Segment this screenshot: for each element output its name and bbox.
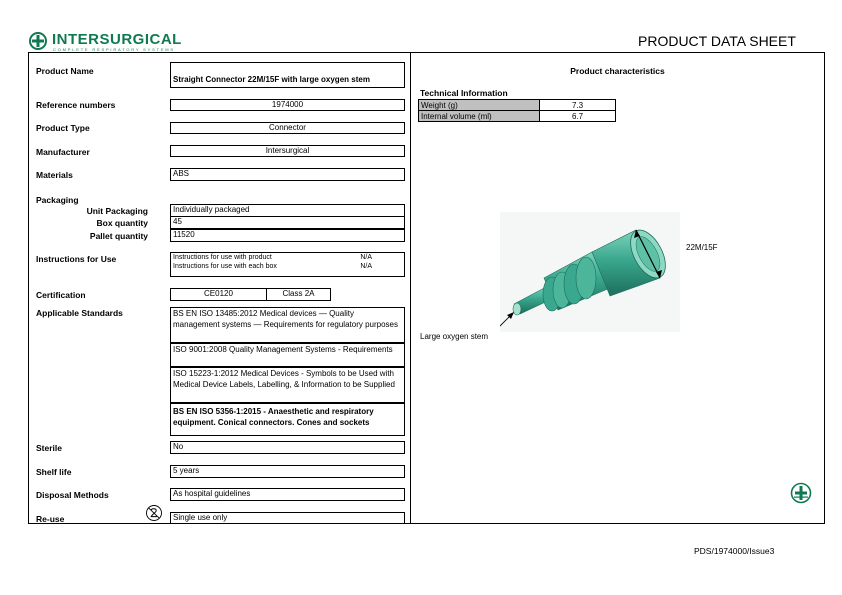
materials-field: ABS (170, 168, 405, 181)
product-name-value: Straight Connector 22M/15F with large oxygen stem (173, 75, 370, 84)
unit-packaging-field: Individually packaged (170, 204, 405, 217)
class-field: Class 2A (266, 288, 331, 301)
instructions-product-text: Instructions for use with product (173, 254, 272, 261)
connector-illustration (500, 212, 680, 332)
brand-name: INTERSURGICAL (52, 31, 182, 48)
instructions-box-value: N/A (360, 263, 372, 270)
document-reference: PDS/1974000/Issue3 (694, 546, 775, 556)
manufacturer-field: Intersurgical (170, 145, 405, 157)
size-annotation: 22M/15F (686, 243, 718, 252)
instructions-box-row (173, 263, 402, 270)
characteristics-title: Product characteristics (570, 66, 665, 76)
tech-value-cell: 6.7 (539, 110, 616, 122)
shelf-life-label: Shelf life (36, 467, 72, 477)
do-not-reuse-icon (145, 504, 163, 522)
disposal-label: Disposal Methods (36, 490, 109, 500)
manufacturer-label: Manufacturer (36, 147, 90, 157)
tech-name-cell: Weight (g) (418, 99, 540, 111)
disposal-field: As hospital guidelines (170, 488, 405, 501)
product-type-field: Connector (170, 122, 405, 134)
technical-info-title: Technical Information (420, 88, 508, 98)
reuse-label: Re-use (36, 514, 65, 524)
packaging-label: Packaging (36, 195, 79, 205)
standard-item: BS EN ISO 5356-1:2015 - Anaesthetic and respiratory equipment. Conical connectors. Cones and sockets (170, 403, 405, 436)
intersurgical-logo-icon (28, 32, 48, 50)
shelf-life-field: 5 years (170, 465, 405, 478)
sterile-field: No (170, 441, 405, 454)
instructions-product-row (173, 254, 402, 261)
reference-numbers-label: Reference numbers (36, 100, 116, 110)
standard-item: ISO 9001:2008 Quality Management Systems - Requirements (170, 343, 405, 367)
product-type-label: Product Type (36, 123, 90, 133)
tech-name-cell: Internal volume (ml) (418, 110, 540, 122)
brand-tagline: COMPLETE RESPIRATORY SYSTEMS (53, 47, 175, 52)
reuse-field: Single use only (170, 512, 405, 524)
stem-annotation: Large oxygen stem (420, 332, 489, 341)
sterile-label: Sterile (36, 443, 62, 453)
product-name-label: Product Name (36, 66, 94, 76)
tech-value-cell: 7.3 (539, 99, 616, 111)
box-quantity-field: 45 (170, 216, 405, 229)
product-name-field (170, 62, 405, 88)
box-quantity-label: Box quantity (96, 218, 148, 228)
instructions-label: Instructions for Use (36, 254, 117, 264)
certification-label: Certification (36, 290, 86, 300)
column-divider (410, 52, 411, 524)
unit-packaging-label: Unit Packaging (86, 206, 148, 216)
ce-mark-field: CE0120 (170, 288, 267, 301)
instructions-field (170, 252, 405, 277)
standard-item: BS EN ISO 13485:2012 Medical devices — Quality management systems — Requirements for regulatory purposes (170, 307, 405, 343)
sheet-frame (28, 52, 825, 524)
standards-label: Applicable Standards (36, 308, 123, 318)
instructions-box-text: Instructions for use with each box (173, 263, 277, 270)
pallet-quantity-field: 11520 (170, 229, 405, 242)
materials-label: Materials (36, 170, 73, 180)
standard-item: ISO 15223-1:2012 Medical Devices - Symbols to be Used with Medical Device Labels, Labelling, & Information to be Supplied (170, 367, 405, 403)
instructions-product-value: N/A (360, 254, 372, 261)
pallet-quantity-label: Pallet quantity (89, 231, 148, 241)
intersurgical-mark-icon (790, 482, 812, 504)
reference-numbers-field: 1974000 (170, 99, 405, 111)
page-title: PRODUCT DATA SHEET (638, 33, 796, 49)
